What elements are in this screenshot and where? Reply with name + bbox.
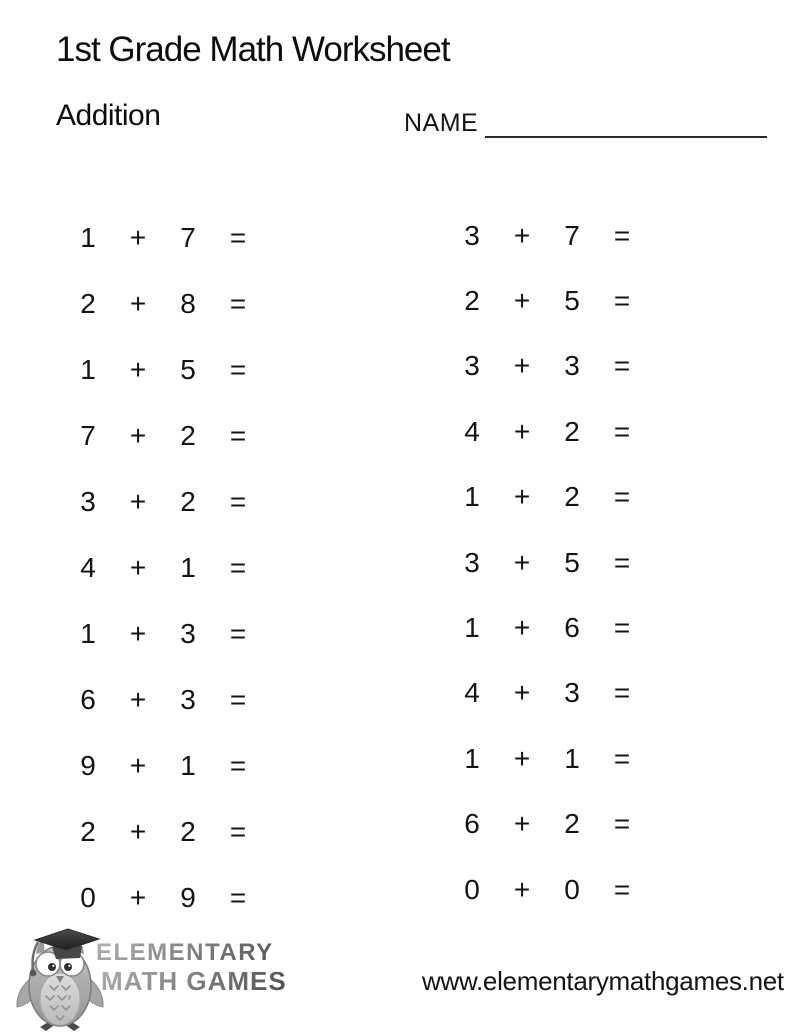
operand-a: 1 — [464, 742, 480, 774]
operand-a: 3 — [80, 486, 96, 517]
equals-sign: = — [229, 552, 247, 583]
operand-a: 4 — [80, 552, 96, 583]
website-url: www.elementarymathgames.net — [422, 966, 784, 996]
operand-b: 2 — [180, 486, 196, 517]
operand-a: 1 — [464, 612, 480, 644]
equals-sign: = — [229, 288, 247, 319]
equals-sign: = — [613, 285, 631, 317]
logo-text-line1: ELEMENTARY — [96, 941, 287, 965]
plus-sign: + — [513, 350, 531, 382]
equals-sign: = — [229, 420, 247, 451]
elementary-math-games-logo — [96, 941, 287, 994]
plus-sign: + — [513, 808, 531, 840]
equals-sign: = — [613, 742, 631, 774]
operand-a: 6 — [464, 808, 480, 840]
problem-left-10 — [63, 799, 263, 865]
equals-sign: = — [613, 350, 631, 382]
operand-b: 3 — [180, 618, 196, 649]
operand-b: 7 — [180, 222, 196, 253]
equals-sign: = — [229, 354, 247, 385]
problem-left-9 — [63, 733, 263, 799]
problem-right-5 — [447, 465, 647, 530]
operand-b: 2 — [564, 481, 580, 513]
problem-left-3 — [63, 337, 263, 403]
problems-column-left — [63, 205, 263, 931]
plus-sign: + — [129, 222, 147, 253]
operand-a: 3 — [464, 546, 480, 578]
plus-sign: + — [513, 612, 531, 644]
equals-sign: = — [613, 612, 631, 644]
problem-left-11 — [63, 865, 263, 931]
operand-a: 3 — [464, 219, 480, 251]
equals-sign: = — [613, 481, 631, 513]
equals-sign: = — [229, 882, 247, 913]
plus-sign: + — [129, 486, 147, 517]
problem-right-4 — [447, 399, 647, 464]
problem-right-3 — [447, 334, 647, 399]
plus-sign: + — [129, 882, 147, 913]
equals-sign: = — [229, 222, 247, 253]
operand-a: 4 — [464, 415, 480, 447]
problem-left-7 — [63, 601, 263, 667]
problem-left-4 — [63, 403, 263, 469]
plus-sign: + — [129, 684, 147, 715]
equals-sign: = — [229, 618, 247, 649]
operand-b: 1 — [180, 750, 196, 781]
plus-sign: + — [129, 618, 147, 649]
operand-b: 3 — [564, 677, 580, 709]
plus-sign: + — [513, 415, 531, 447]
equals-sign: = — [613, 808, 631, 840]
operand-b: 5 — [564, 285, 580, 317]
equals-sign: = — [613, 415, 631, 447]
operand-b: 0 — [564, 873, 580, 905]
problem-right-9 — [447, 726, 647, 791]
equals-sign: = — [229, 750, 247, 781]
equals-sign: = — [613, 219, 631, 251]
plus-sign: + — [129, 420, 147, 451]
logo-text-line2: MATH GAMES — [96, 968, 287, 994]
operand-b: 5 — [564, 546, 580, 578]
operand-a: 9 — [80, 750, 96, 781]
problem-left-6 — [63, 535, 263, 601]
problem-right-8 — [447, 661, 647, 726]
operand-b: 9 — [180, 882, 196, 913]
equals-sign: = — [229, 684, 247, 715]
page-title: 1st Grade Math Worksheet — [56, 30, 450, 69]
operand-b: 1 — [564, 742, 580, 774]
problem-left-8 — [63, 667, 263, 733]
operand-a: 2 — [464, 285, 480, 317]
problem-right-11 — [447, 857, 647, 922]
operand-b: 6 — [564, 612, 580, 644]
equals-sign: = — [229, 816, 247, 847]
name-field — [404, 108, 767, 138]
problem-right-6 — [447, 530, 647, 595]
plus-sign: + — [129, 288, 147, 319]
operand-a: 4 — [464, 677, 480, 709]
operand-b: 5 — [180, 354, 196, 385]
worksheet-topic: Addition — [56, 99, 161, 132]
plus-sign: + — [513, 546, 531, 578]
plus-sign: + — [513, 285, 531, 317]
name-label: NAME — [404, 109, 479, 137]
operand-b: 7 — [564, 219, 580, 251]
plus-sign: + — [513, 742, 531, 774]
plus-sign: + — [513, 219, 531, 251]
problem-right-10 — [447, 792, 647, 857]
operand-a: 1 — [464, 481, 480, 513]
operand-a: 1 — [80, 618, 96, 649]
equals-sign: = — [613, 677, 631, 709]
operand-a: 1 — [80, 354, 96, 385]
operand-b: 1 — [180, 552, 196, 583]
problem-left-1 — [63, 205, 263, 271]
operand-a: 0 — [80, 882, 96, 913]
problem-right-2 — [447, 268, 647, 333]
equals-sign: = — [613, 546, 631, 578]
operand-a: 7 — [80, 420, 96, 451]
plus-sign: + — [129, 552, 147, 583]
problem-right-7 — [447, 595, 647, 660]
equals-sign: = — [613, 873, 631, 905]
operand-b: 8 — [180, 288, 196, 319]
operand-a: 0 — [464, 873, 480, 905]
operand-a: 2 — [80, 288, 96, 319]
operand-b: 2 — [564, 415, 580, 447]
operand-a: 3 — [464, 350, 480, 382]
operand-b: 2 — [180, 816, 196, 847]
operand-a: 1 — [80, 222, 96, 253]
owl-graduation-cap-icon — [12, 926, 108, 1032]
problems-column-right — [447, 203, 647, 922]
plus-sign: + — [129, 750, 147, 781]
operand-b: 2 — [564, 808, 580, 840]
operand-b: 2 — [180, 420, 196, 451]
operand-b: 3 — [564, 350, 580, 382]
problem-right-1 — [447, 203, 647, 268]
plus-sign: + — [513, 677, 531, 709]
plus-sign: + — [129, 354, 147, 385]
operand-a: 2 — [80, 816, 96, 847]
plus-sign: + — [129, 816, 147, 847]
equals-sign: = — [229, 486, 247, 517]
plus-sign: + — [513, 873, 531, 905]
plus-sign: + — [513, 481, 531, 513]
name-blank-line — [485, 108, 767, 138]
operand-a: 6 — [80, 684, 96, 715]
problem-left-5 — [63, 469, 263, 535]
problem-left-2 — [63, 271, 263, 337]
operand-b: 3 — [180, 684, 196, 715]
